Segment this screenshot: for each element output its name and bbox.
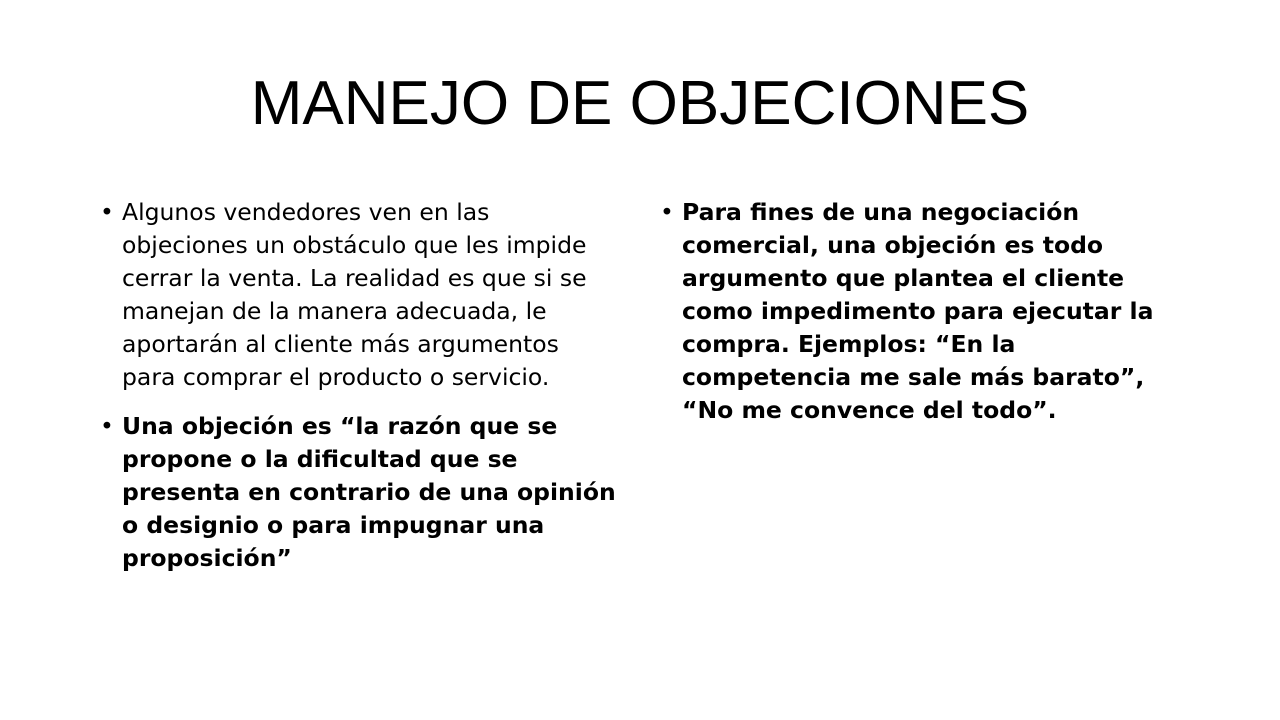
left-bullet-list [100, 196, 618, 575]
bullet-text: Para fines de una negociación comercial, una objeción es todo argumento que plantea el cliente como impedimento para ejecutar la compra. Ejemplos: “En la competencia me sale más barato”, “No me convence del todo”. [682, 198, 1154, 424]
bullet-item [100, 410, 618, 575]
bullet-text: Algunos vendedores ven en las objeciones un obstáculo que les impide cerrar la venta. La realidad es que si se manejan de la manera adecuada, le aportarán al cliente más argumentos para comprar el producto o servicio. [122, 198, 587, 391]
left-column [100, 196, 618, 591]
right-column [660, 196, 1178, 443]
bullet-text: Una objeción es “la razón que se propone o la dificultad que se presenta en contrario de una opinión o designio o para impugnar una proposición” [122, 412, 616, 572]
bullet-item [100, 196, 618, 394]
right-bullet-list [660, 196, 1178, 427]
bullet-icon: • [660, 198, 674, 226]
bullet-icon: • [100, 412, 114, 440]
bullet-item [660, 196, 1178, 427]
slide-title: MANEJO DE OBJECIONES [250, 69, 1030, 138]
bullet-icon: • [100, 198, 114, 226]
